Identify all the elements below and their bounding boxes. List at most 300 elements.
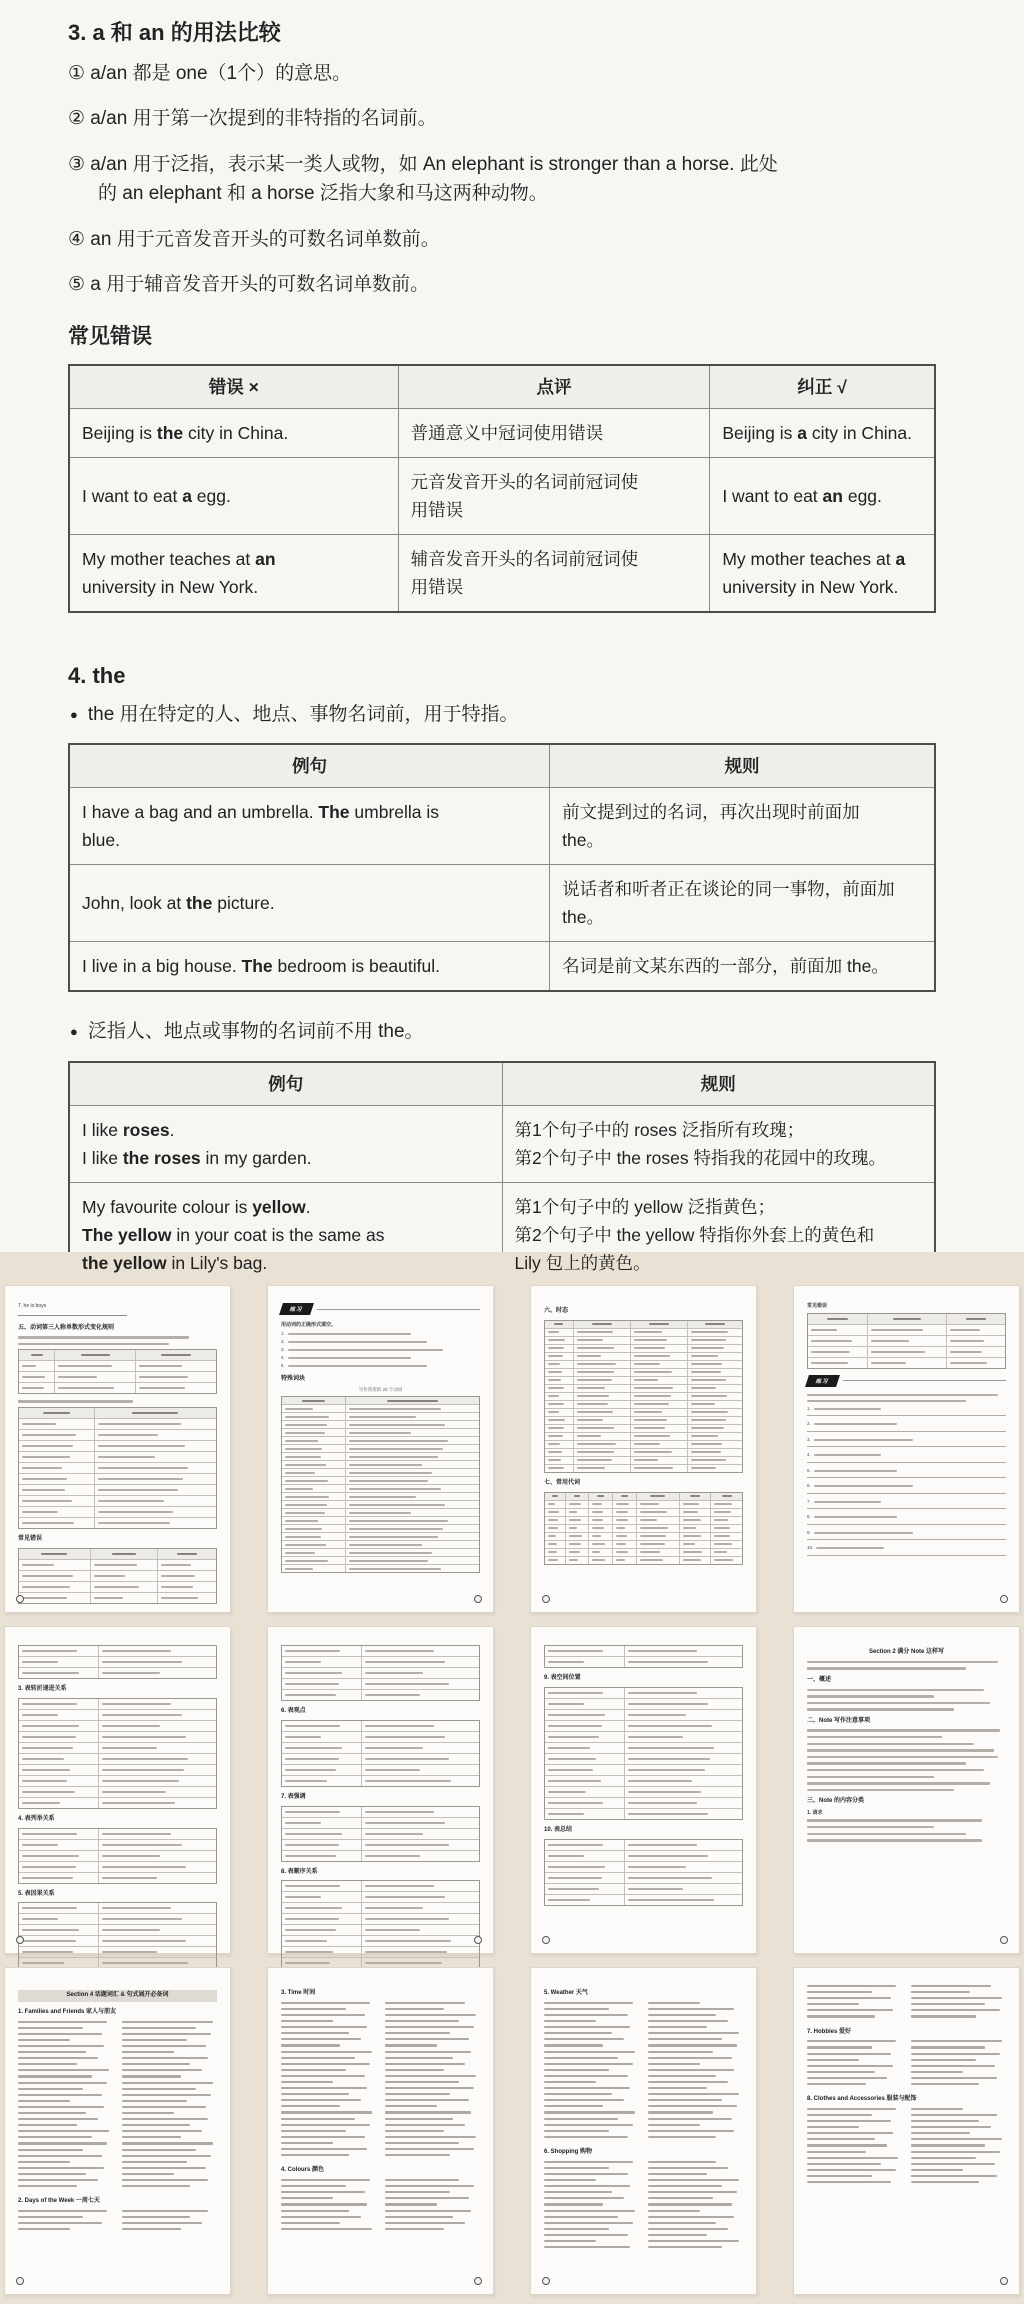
thumb-table-cell [361,1925,479,1935]
vocab-line [648,2161,716,2163]
common-errors-heading: 常见错误 [68,324,152,348]
thumb-table-cell [282,1397,345,1404]
vocab-line [385,2044,437,2046]
vocab-line [911,2181,979,2183]
exercise-number: 3. [807,1436,811,1442]
thumb-table-cell [345,1557,479,1564]
page-thumbnail-10[interactable] [267,1967,494,2295]
exercise-item [807,1438,1006,1443]
page-thumbnail-12[interactable] [793,1967,1020,2295]
thumb-table-cell [565,1549,589,1556]
thumb-table-cell [573,1465,630,1472]
cell-text-bar [22,1833,77,1835]
thumb-table [281,1645,480,1701]
thumb-table-cell [612,1533,636,1540]
thumb-table-row [545,1408,742,1416]
vocab-line [544,2246,630,2248]
vocab-line [122,2228,181,2230]
thumb-table-cell [135,1361,216,1371]
cell-text-bar [22,1769,70,1771]
cell-text-bar [94,1575,125,1577]
thumb-table-cell [361,1840,479,1850]
thumb-table-row [545,1344,742,1352]
thumb-table-cell [157,1560,216,1570]
exercise-item [281,1332,480,1337]
thumb-section-heading: 六、时态 [544,1308,569,1314]
thumb-table-cell [94,1408,216,1418]
thumb-table-row [19,1656,216,1667]
table-cell: My mother teaches at a university in New York. [710,534,935,612]
cell-text-bar [548,1813,584,1815]
vocab-line [122,2057,208,2059]
cell-text-bar [722,1495,732,1497]
page-thumbnail-4[interactable] [793,1285,1020,1613]
thumb-table-cell [19,1862,98,1872]
thumb-table-cell [19,1350,54,1360]
thumb-table-row [19,1360,216,1371]
thumb-section-heading: Section 4 话题词汇 & 句式展开必备词 [18,1990,217,2002]
cell-text-bar [365,1929,420,1931]
vocab-line [544,2173,628,2175]
thumb-table-cell [282,1818,361,1828]
cell-text-bar [650,1495,665,1497]
cell-text-bar [22,1940,76,1942]
thumb-table-cell [565,1493,589,1500]
vocab-line [544,2081,596,2083]
vocab-line [122,2100,187,2102]
page-thumbnail-1[interactable] [4,1285,231,1613]
cell-text-bar [577,1379,612,1381]
vocab-line [18,2149,83,2151]
thumb-table-row [282,1420,479,1428]
thumb-table-cell [630,1417,687,1424]
the-specific-usage-text: the 用在特定的人、地点、事物名词前，用于特指。 [87,703,519,725]
thumb-vocab-list [807,2108,1006,2187]
thumb-table-cell [636,1549,679,1556]
vocab-line [911,2053,1000,2055]
thumb-table [281,1396,480,1573]
thumb-table-cell [282,1557,345,1564]
table-cell: 辅音发音开头的名词前冠词使 用错误 [398,534,710,612]
vocab-line [385,2014,476,2016]
cell-text-bar [58,1365,111,1367]
thumb-table-cell [687,1433,742,1440]
thumb-table-cell [687,1465,742,1472]
thumb-table-cell [545,1425,573,1432]
vocab-line [281,2130,346,2132]
vocab-line [911,2003,985,2005]
thumb-table-row [545,1493,742,1500]
cell-text-bar [592,1519,602,1521]
thumb-table-cell [867,1336,946,1346]
thumb-text-line [18,1343,169,1345]
thumb-table-cell [636,1557,679,1564]
vocab-line [544,2069,609,2071]
vocab-line [385,2057,453,2059]
thumb-table-cell [345,1397,479,1404]
thumb-table-cell [282,1732,361,1742]
thumb-table-cell [98,1851,216,1861]
vocab-line [648,2014,716,2016]
thumb-table [544,1645,743,1668]
page-thumbnail-3[interactable] [530,1285,757,1613]
cell-text-bar [569,1551,581,1553]
cell-text-bar [365,1769,420,1771]
thumb-table-row [545,1464,742,1472]
cell-text-bar [548,1419,565,1421]
thumb-table-cell [282,1925,361,1935]
thumb-table-cell [54,1361,135,1371]
cell-text-bar [302,1400,325,1402]
cell-text-bar [691,1331,729,1333]
cell-text-bar [705,1323,724,1325]
grammar-point: ② a/an 用于第一次提到的非特指的名词前。 [68,108,437,130]
thumb-section-heading: 2. Days of the Week 一周七天 [18,2198,100,2205]
thumb-table-cell [345,1421,479,1428]
thumb-table-cell [545,1441,573,1448]
vocab-line [807,2009,893,2011]
thumb-table-cell [282,1914,361,1924]
thumb-table-cell [624,1710,742,1720]
thumb-table-cell [98,1721,216,1731]
thumb-table-row [545,1424,742,1432]
cell-text-bar [548,1725,602,1727]
thumb-table-cell [282,1565,345,1572]
thumb-text-line [807,1839,982,1841]
thumb-table-cell [361,1657,479,1667]
thumb-table-row [808,1314,1005,1324]
vocab-line [281,2203,367,2205]
table-cell: I like roses. I like the roses in my garden. [69,1105,502,1182]
thumb-text-line [807,1702,990,1704]
cell-text-bar [102,1791,166,1793]
thumb-table-cell [565,1525,589,1532]
thumb-table-cell [636,1525,679,1532]
thumb-table-cell [545,1377,573,1384]
exercise-text-bar [814,1485,914,1487]
cell-text-bar [691,1347,725,1349]
thumb-table-cell [545,1321,573,1328]
table-cell: I have a bag and an umbrella. The umbrella is blue. [69,788,550,865]
cell-text-bar [365,1833,423,1835]
cell-text-bar [387,1400,438,1402]
thumb-table-row [19,1946,216,1957]
thumb-table-cell [345,1525,479,1532]
thumb-table-cell [98,1903,216,1913]
thumb-table-row [282,1492,479,1500]
cell-text-bar [548,1339,565,1341]
vocab-line [122,2222,202,2224]
thumb-table-cell [361,1851,479,1861]
cell-text-bar [285,1951,333,1953]
thumb-table-cell [545,1657,624,1667]
exercise-text-bar [288,1365,427,1367]
vocab-line [385,2038,469,2040]
answer-line [807,1431,1006,1432]
thumb-section-heading: 7. 表强调 [281,1793,306,1800]
vocab-line [281,2081,333,2083]
thumb-table-cell [624,1862,742,1872]
page-thumbnail-9[interactable] [4,1967,231,2295]
vocab-line [281,2026,367,2028]
cell-text-bar [22,1564,54,1566]
vocab-line [544,2179,596,2181]
cell-text-bar [365,1694,420,1696]
page-thumbnail-7[interactable] [530,1626,757,1954]
vocab-line [648,2234,707,2236]
thumb-table-row [19,1506,216,1517]
cell-text-bar [628,1650,697,1652]
thumb-table-cell [282,1679,361,1689]
cell-text-bar [98,1500,164,1502]
thumb-table-cell [687,1409,742,1416]
cell-text-bar [634,1467,673,1469]
thumb-table-cell [573,1353,630,1360]
thumb-table-row [282,1731,479,1742]
thumb-text-line [807,1667,966,1669]
page-thumbnail-11[interactable] [530,1967,757,2295]
thumb-table-cell [573,1433,630,1440]
thumb-table-row [19,1720,216,1731]
cell-text-bar [592,1543,605,1545]
vocab-line [807,2157,898,2159]
cell-text-bar [132,1412,178,1414]
vocab-line [911,1997,1002,1999]
vocab-line [385,2148,474,2150]
thumb-table-cell [19,1903,98,1913]
cell-text-bar [22,1650,77,1652]
vocab-line [281,2032,349,2034]
cell-text-bar [640,1551,661,1553]
cell-text-bar [365,1951,447,1953]
exercise-number: 7. [807,1498,811,1504]
cell-text-bar [597,1495,604,1497]
vocab-line [18,2075,92,2077]
cell-text-bar [22,1423,56,1425]
thumb-table-row [19,1667,216,1678]
thumb-table-cell [545,1329,573,1336]
cell-text-bar [22,1672,79,1674]
thumb-table-row [282,1678,479,1689]
cell-text-bar [285,1528,322,1530]
cell-text-bar [365,1747,423,1749]
thumb-table [18,1698,217,1809]
thumb-table-cell [545,1809,624,1819]
thumb-text-line [807,1736,942,1738]
thumb-table-cell [98,1657,216,1667]
thumb-table-cell [345,1533,479,1540]
page-number-icon [1000,1595,1008,1603]
cell-text-bar [548,1758,596,1760]
vocab-line [544,2111,635,2113]
thumb-table-cell [612,1557,636,1564]
cell-text-bar [349,1440,448,1442]
cell-text-bar [577,1363,616,1365]
cell-text-bar [22,1736,76,1738]
cell-text-bar [349,1544,422,1546]
cell-text-bar [285,1544,326,1546]
page-thumbnail-2[interactable] [267,1285,494,1613]
vocab-line [807,2077,887,2079]
cell-text-bar [577,1371,614,1373]
thumb-table-row [282,1807,479,1817]
thumb-table-cell [573,1337,630,1344]
thumb-table-cell [545,1851,624,1861]
thumb-table-cell [565,1509,589,1516]
vocab-line [648,2057,732,2059]
vocab-line [807,2003,859,2005]
thumb-table [544,1687,743,1820]
thumb-text: 7. he is boys [18,1303,47,1309]
thumb-table-cell [545,1699,624,1709]
vocab-line [122,2216,190,2218]
cell-text-bar [58,1376,97,1378]
cell-text-bar [22,1489,65,1491]
cell-text-bar [811,1340,852,1342]
thumb-table-cell [545,1541,565,1548]
thumb-table-row [282,1935,479,1946]
thumb-table-cell [282,1509,345,1516]
vocab-line [385,2210,471,2212]
thumb-table-row [545,1775,742,1786]
cell-text-bar [285,1822,321,1824]
cell-text-bar [616,1559,625,1561]
page-thumbnail-5[interactable] [4,1626,231,1954]
thumb-table-row [545,1709,742,1720]
thumb-table-cell [545,1509,565,1516]
thumb-section-heading: 8. 表顺序关系 [281,1868,318,1875]
cell-text-bar [285,1694,336,1696]
cell-text-bar [102,1650,171,1652]
thumb-table-cell [545,1688,624,1698]
table-cell: John, look at the picture. [69,865,550,942]
cell-text-bar [177,1553,198,1555]
thumb-table-cell [282,1413,345,1420]
thumb-table-cell [94,1474,216,1484]
cell-text-bar [22,1918,58,1920]
vocab-line [281,2044,340,2046]
vocab-line [648,2167,728,2169]
vocab-line [385,2111,471,2113]
thumb-table-cell [345,1413,479,1420]
thumb-table-cell [545,1517,565,1524]
thumb-table-cell [636,1533,679,1540]
vocab-line [18,2045,104,2047]
cell-text-bar [640,1543,665,1545]
cell-text-bar [285,1440,318,1442]
cell-text-bar [139,1376,187,1378]
thumb-table-row [545,1883,742,1894]
page-number-icon [16,1595,24,1603]
cell-text-bar [548,1451,562,1453]
thumb-table-cell [624,1809,742,1819]
thumb-table-row [19,1495,216,1506]
thumb-table-cell [545,1754,624,1764]
cell-text-bar [548,1802,603,1804]
vocab-line [18,2167,104,2169]
thumb-table-cell [282,1881,361,1891]
exercise-item [807,1515,1006,1520]
thumb-table-cell [19,1657,98,1667]
thumb-section-heading: Section 2 满分 Note 这样写 [868,1649,944,1655]
thumb-table-row [19,1429,216,1440]
vocab-line [18,2173,86,2175]
thumb-table-row [545,1720,742,1731]
thumb-table-cell [710,1501,742,1508]
cell-text-bar [950,1340,984,1342]
table-cell: 名词是前文某东西的一部分，前面加 the。 [550,942,935,992]
cell-text-bar [548,1535,556,1537]
exercise-number: 1. [281,1331,285,1336]
thumb-table-row [545,1861,742,1872]
cell-text-bar [365,1780,452,1782]
vocab-line [122,2063,190,2065]
vocab-line [544,2118,618,2120]
cell-text-bar [285,1456,321,1458]
cell-text-bar [22,1500,72,1502]
thumb-table-row [545,1516,742,1524]
cell-text-bar [349,1560,428,1562]
thumb-text: 用动词的正确形式填空。 [281,1322,337,1328]
cell-text-bar [98,1522,170,1524]
thumb-table-cell [98,1873,216,1883]
thumb-text-line [807,1776,934,1778]
exercise-badge-row [807,1375,1006,1387]
thumb-table-cell [624,1873,742,1883]
cell-text-bar [616,1503,629,1505]
cell-text-bar [58,1387,114,1389]
thumb-table-cell [545,1557,565,1564]
cell-text-bar [569,1543,581,1545]
cell-text-bar [577,1435,602,1437]
thumb-table-cell [624,1851,742,1861]
thumb-table-row [545,1376,742,1384]
thumb-text-line [807,1826,934,1828]
thumb-table-cell [573,1369,630,1376]
cell-text-bar [285,1907,342,1909]
column-header: 规则 [550,744,935,788]
thumb-table-cell [573,1441,630,1448]
thumb-table-cell [361,1903,479,1913]
page-thumbnail-6[interactable] [267,1626,494,1954]
cell-text-bar [22,1703,77,1705]
vocab-line [18,2185,77,2187]
thumb-table-cell [573,1385,630,1392]
page-thumbnail-8[interactable] [793,1626,1020,1954]
cell-text-bar [94,1597,124,1599]
thumb-table-cell [630,1425,687,1432]
thumb-table-cell [345,1485,479,1492]
cell-text-bar [22,1586,70,1588]
cell-text-bar [365,1661,445,1663]
exercise-item [281,1348,480,1353]
vocab-line [281,2020,333,2022]
vocab-line [544,2099,624,2101]
cell-text-bar [628,1877,712,1879]
cell-text-bar [98,1434,158,1436]
thumb-table-cell [98,1862,216,1872]
vocab-line [281,2057,355,2059]
thumb-table-cell [19,1582,90,1592]
thumb-table-cell [588,1493,612,1500]
vocab-line [648,2026,707,2028]
thumb-table-row [545,1416,742,1424]
cell-text-bar [102,1703,171,1705]
cell-text-bar [634,1347,665,1349]
vocab-line [122,2027,196,2029]
thumb-table-row [282,1850,479,1861]
vocab-line [385,2124,465,2126]
